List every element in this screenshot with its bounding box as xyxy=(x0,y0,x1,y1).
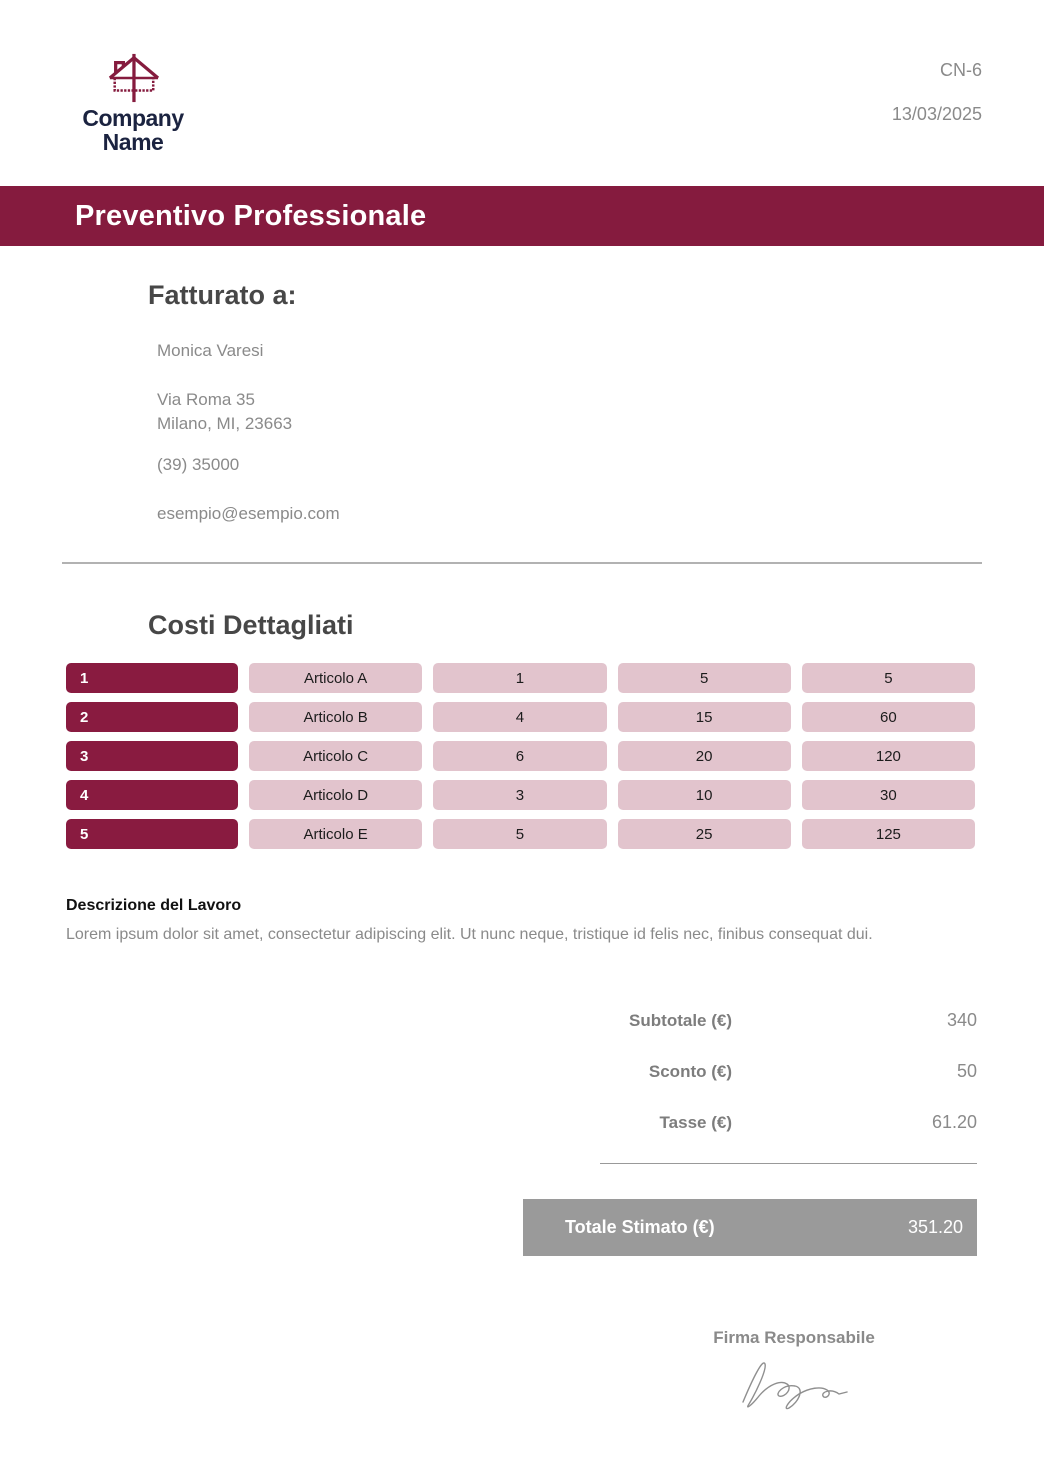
subtotal-value: 340 xyxy=(946,1010,977,1030)
item-name: Articolo E xyxy=(249,819,422,849)
row-number: 1 xyxy=(66,663,238,693)
item-qty: 5 xyxy=(433,819,606,849)
item-amount: 125 xyxy=(802,819,975,849)
client-email: esempio@esempio.com xyxy=(157,504,340,523)
item-qty: 3 xyxy=(433,780,606,810)
item-name: Articolo B xyxy=(249,702,422,732)
client-phone: (39) 35000 xyxy=(157,455,240,474)
item-qty: 1 xyxy=(433,663,606,693)
work-description-section xyxy=(66,897,975,944)
item-unit-price: 5 xyxy=(618,663,791,693)
item-qty: 4 xyxy=(433,702,606,732)
tax-row xyxy=(0,1112,1044,1133)
item-amount: 30 xyxy=(802,780,975,810)
client-name: Monica Varesi xyxy=(157,341,264,360)
tax-label: Tasse (€) xyxy=(659,1113,732,1132)
work-description-heading: Descrizione del Lavoro xyxy=(66,897,242,914)
discount-value: 50 xyxy=(956,1061,977,1081)
client-address xyxy=(148,388,1044,436)
item-name: Articolo A xyxy=(249,663,422,693)
signature-label: Firma Responsabile xyxy=(713,1328,875,1347)
item-unit-price: 20 xyxy=(618,741,791,771)
page-header xyxy=(0,0,1044,154)
item-amount: 5 xyxy=(802,663,975,693)
item-unit-price: 25 xyxy=(618,819,791,849)
subtotal-label: Subtotale (€) xyxy=(629,1011,732,1030)
house-signpost-icon xyxy=(102,52,164,104)
totals-divider xyxy=(600,1163,977,1164)
row-number: 5 xyxy=(66,819,238,849)
grand-total-bar xyxy=(523,1199,977,1256)
tax-value: 61.20 xyxy=(931,1112,977,1132)
row-number: 3 xyxy=(66,741,238,771)
document-number: CN-6 xyxy=(939,60,982,80)
title-band xyxy=(0,186,1044,246)
company-name-line1: Company xyxy=(82,105,184,131)
totals-section xyxy=(0,1010,1044,1256)
grand-total-value: 351.20 xyxy=(907,1217,963,1237)
client-address-line2: Milano, MI, 23663 xyxy=(157,414,293,433)
company-name-line2: Name xyxy=(102,129,164,155)
item-unit-price: 10 xyxy=(618,780,791,810)
client-address-line1: Via Roma 35 xyxy=(157,390,255,409)
item-amount: 60 xyxy=(802,702,975,732)
item-unit-price: 15 xyxy=(618,702,791,732)
costs-table xyxy=(66,663,975,849)
signature-section xyxy=(629,1328,959,1425)
signature-scribble-icon xyxy=(729,1350,859,1420)
row-number: 2 xyxy=(66,702,238,732)
bill-to-section xyxy=(148,280,1044,526)
row-number: 4 xyxy=(66,780,238,810)
bill-to-heading: Fatturato a: xyxy=(148,280,297,310)
item-name: Articolo D xyxy=(249,780,422,810)
subtotal-row xyxy=(0,1010,1044,1031)
item-amount: 120 xyxy=(802,741,975,771)
section-divider xyxy=(62,562,982,564)
discount-row xyxy=(0,1061,1044,1082)
document-date: 13/03/2025 xyxy=(891,104,982,124)
company-logo xyxy=(78,52,188,154)
document-meta xyxy=(892,52,982,125)
item-name: Articolo C xyxy=(249,741,422,771)
costs-heading: Costi Dettagliati xyxy=(148,610,354,640)
item-qty: 6 xyxy=(433,741,606,771)
work-description-text: Lorem ipsum dolor sit amet, consectetur adipiscing elit. Ut nunc neque, tristique id felis nec, finibus consequat dui. xyxy=(66,926,873,943)
page-title: Preventivo Professionale xyxy=(75,199,427,232)
grand-total-label: Totale Stimato (€) xyxy=(565,1217,715,1237)
discount-label: Sconto (€) xyxy=(648,1062,732,1081)
